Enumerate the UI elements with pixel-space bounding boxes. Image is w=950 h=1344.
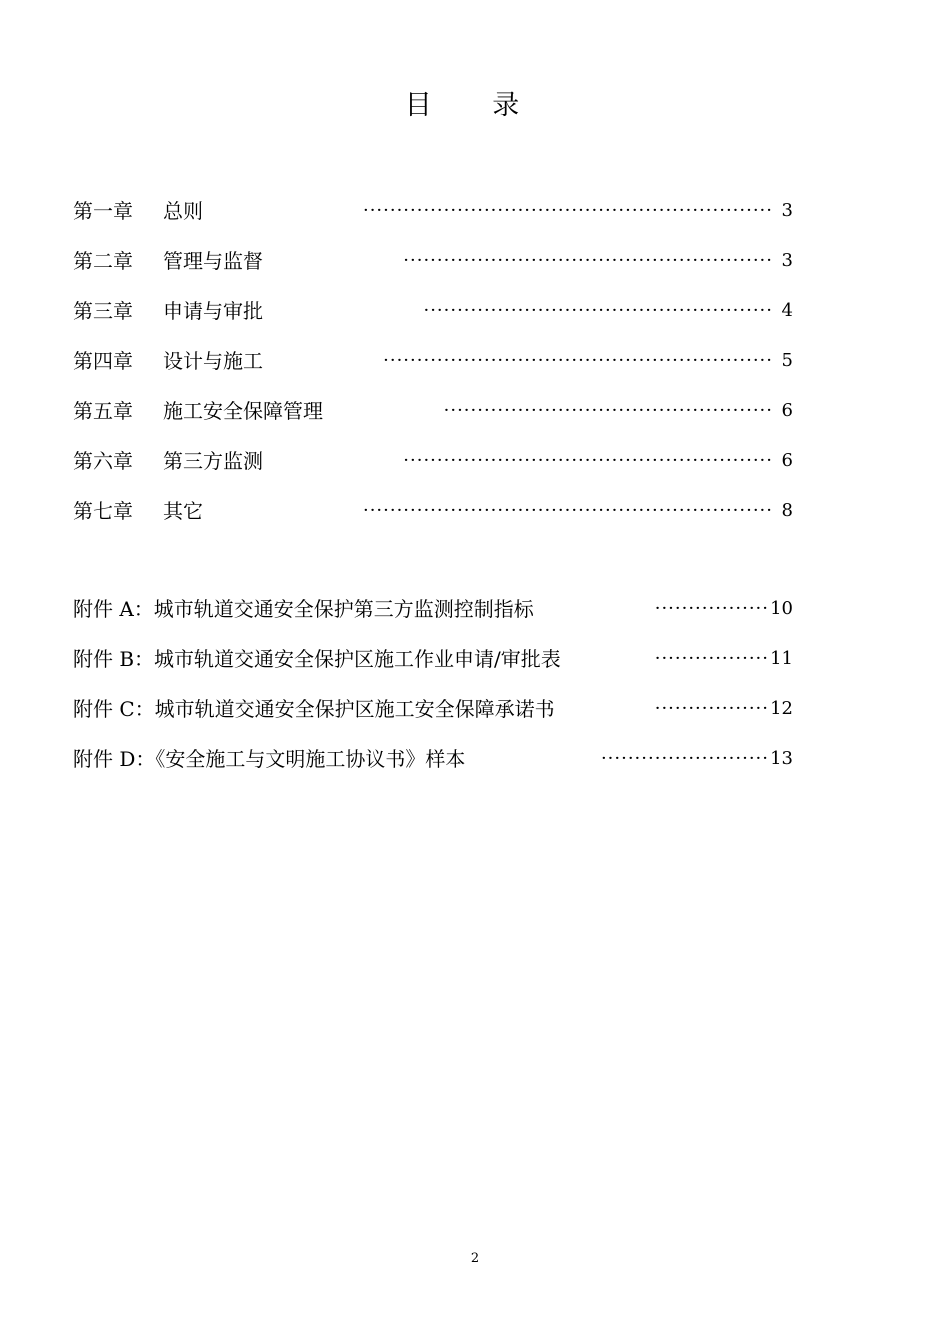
- toc-entry-appendix-c[interactable]: [73, 694, 793, 724]
- chapter-title: 总则: [163, 199, 203, 223]
- page-ref: 6: [781, 450, 793, 471]
- page-ref: 5: [781, 350, 793, 371]
- page-ref: 3: [781, 250, 793, 271]
- leader-dots: ·················································: [443, 400, 773, 421]
- page-ref: 3: [781, 200, 793, 221]
- chapter-title: 第三方监测: [163, 449, 263, 473]
- appendix-title: 附件 A：城市轨道交通安全保护第三方监测控制指标: [73, 597, 534, 621]
- chapter-title: 施工安全保障管理: [163, 399, 323, 423]
- chapter-number: 第七章: [73, 499, 133, 523]
- page-ref: 8: [781, 500, 793, 521]
- toc-entry-appendix-b[interactable]: [73, 644, 793, 674]
- chapter-number: 第五章: [73, 399, 133, 423]
- toc-entry-chapter-6[interactable]: [73, 446, 793, 476]
- leader-dots: ·····························································: [362, 200, 773, 221]
- toc-entry-appendix-d[interactable]: [73, 744, 793, 774]
- toc-entry-chapter-2[interactable]: [73, 246, 793, 276]
- leader-dots: ·······················································: [403, 250, 773, 271]
- page-ref: 10: [770, 598, 793, 619]
- chapter-title: 设计与施工: [163, 349, 263, 373]
- toc-entry-chapter-1[interactable]: [73, 196, 793, 226]
- page-number: 2: [470, 1251, 480, 1266]
- chapter-number: 第三章: [73, 299, 133, 323]
- leader-dots: ··························································: [383, 350, 773, 371]
- page-ref: 11: [770, 648, 793, 669]
- appendix-title: 附件 D：《安全施工与文明施工协议书》样本: [73, 747, 466, 771]
- toc-entry-appendix-a[interactable]: [73, 594, 793, 624]
- leader-dots: ·················: [654, 648, 769, 669]
- chapter-title: 其它: [163, 499, 203, 523]
- page-ref: 12: [770, 698, 793, 719]
- toc-entry-chapter-7[interactable]: [73, 496, 793, 526]
- leader-dots: ·····························································: [362, 500, 773, 521]
- toc-title: 目 录: [404, 90, 546, 121]
- leader-dots: ·················: [654, 698, 769, 719]
- appendix-title: 附件 B：城市轨道交通安全保护区施工作业申请/审批表: [73, 647, 561, 671]
- leader-dots: ·························: [600, 748, 769, 769]
- page-ref: 4: [781, 300, 793, 321]
- chapter-number: 第一章: [73, 199, 133, 223]
- toc-entry-chapter-4[interactable]: [73, 346, 793, 376]
- leader-dots: ·······················································: [403, 450, 773, 471]
- toc-entry-chapter-3[interactable]: [73, 296, 793, 326]
- chapter-title: 申请与审批: [163, 299, 263, 323]
- chapter-title: 管理与监督: [163, 249, 263, 273]
- appendix-title: 附件 C：城市轨道交通安全保护区施工安全保障承诺书: [73, 697, 555, 721]
- chapter-number: 第四章: [73, 349, 133, 373]
- page-ref: 13: [770, 748, 793, 769]
- chapter-number: 第二章: [73, 249, 133, 273]
- toc-entry-chapter-5[interactable]: [73, 396, 793, 426]
- page-ref: 6: [781, 400, 793, 421]
- leader-dots: ····················································: [423, 300, 773, 321]
- chapter-number: 第六章: [73, 449, 133, 473]
- leader-dots: ·················: [654, 598, 769, 619]
